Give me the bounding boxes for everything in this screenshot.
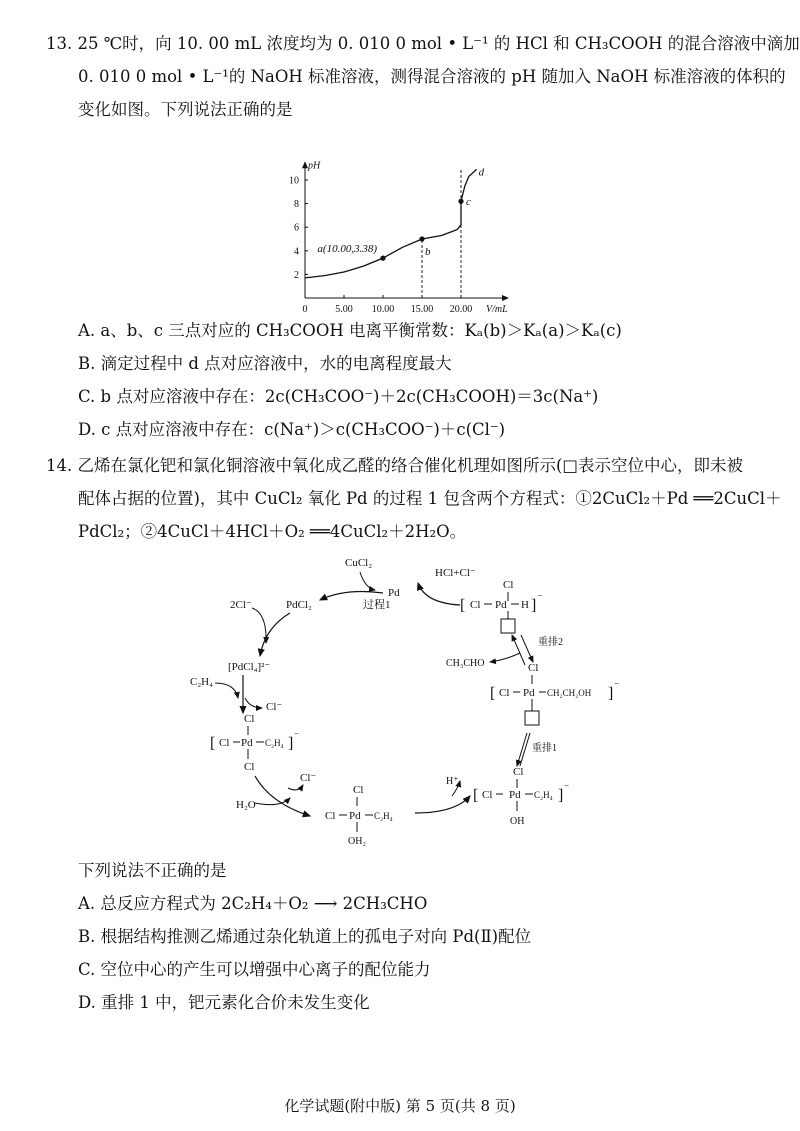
- q13-option-c: C. b 点对应溶液中存在：2c(CH₃COO⁻)＋2c(CH₃COOH)＝3c(Na⁺): [78, 387, 599, 406]
- rearr1-label: 重排1: [532, 743, 557, 754]
- cl-minus-released-2: Cl⁻: [300, 772, 317, 784]
- svg-text:]: ]: [558, 787, 564, 804]
- complex3-charge: ⁻: [564, 783, 570, 794]
- svg-text:]: ]: [531, 597, 537, 614]
- y-tick-label: 8: [294, 199, 299, 211]
- point-label-c: c: [466, 196, 471, 209]
- x-axis-label: V/mL: [486, 304, 508, 315]
- rearr2-label: 重排2: [538, 637, 563, 648]
- point-label-d: d: [478, 166, 485, 179]
- q14-stem-line-1: 14. 乙烯在氯化钯和氯化铜溶液中氧化成乙醛的络合催化机理如图所示(□表示空位中心，即未被: [46, 456, 744, 475]
- complex2-pd: Pd: [349, 810, 361, 822]
- complex4-pd: Pd: [523, 687, 535, 699]
- vacancy-box-lower: [525, 711, 539, 725]
- q13-stem-line-3: 变化如图。下列说法正确的是: [78, 100, 293, 119]
- complex4-charge: ⁻: [614, 681, 620, 692]
- q13-option-d: D. c 点对应溶液中存在：c(Na⁺)＞c(CH₃COO⁻)＋c(Cl⁻): [78, 420, 506, 439]
- point-label-a: a(10.00,3.38): [317, 243, 377, 256]
- vacancy-box-upper: [501, 619, 515, 633]
- complex2-oh2: OH₂: [348, 836, 366, 847]
- x-tick-label: 5.00: [335, 304, 353, 315]
- y-tick-label: 2: [294, 269, 299, 281]
- complex2-cl-top: Cl: [353, 784, 364, 796]
- page-footer: 化学试题(附中版) 第 5 页(共 8 页): [284, 1097, 516, 1115]
- svg-text:[: [: [490, 685, 496, 702]
- complex2-cl-left: Cl: [325, 810, 336, 822]
- complex4-ch2ch2oh: CH₂CH₂OH: [547, 688, 592, 698]
- y-tick-label: 6: [294, 222, 299, 234]
- point-b: [419, 236, 424, 241]
- pdcl4-label: [PdCl₄]²⁻: [228, 661, 271, 673]
- q14-stem-line-2: 配体占据的位置)，其中 CuCl₂ 氧化 Pd 的过程 1 包含两个方程式：①2CuCl₂＋Pd ══2CuCl＋: [78, 489, 782, 508]
- q14-option-a: A. 总反应方程式为 2C₂H₄＋O₂ ⟶ 2CH₃CHO: [78, 894, 428, 913]
- complex3-oh: OH: [510, 816, 525, 827]
- process-1-label: 过程1: [363, 599, 391, 611]
- cl-minus-released-1: Cl⁻: [266, 701, 283, 713]
- x-tick-label: 0: [302, 304, 308, 315]
- ph-curve: [305, 169, 477, 278]
- complex5-cl-left: Cl: [470, 599, 481, 611]
- cucl2-label: CuCl₂: [345, 557, 373, 569]
- q14-option-c: C. 空位中心的产生可以增强中心离子的配位能力: [78, 960, 431, 979]
- complex1-cl-left: Cl: [219, 737, 230, 749]
- complex3-cl-top: Cl: [513, 766, 524, 778]
- complex1-cl-top: Cl: [244, 713, 255, 725]
- two-cl-label: 2Cl⁻: [230, 599, 252, 611]
- svg-text:[: [: [210, 735, 216, 752]
- point-a: [380, 256, 385, 261]
- q13-option-a: A. a、b、c 三点对应的 CH₃COOH 电离平衡常数：Kₐ(b)＞Kₐ(a)＞Kₐ(c): [78, 321, 622, 340]
- complex4-cl-top: Cl: [528, 662, 539, 674]
- complex5-pd: Pd: [495, 599, 507, 611]
- y-axis-label: pH: [308, 160, 321, 172]
- complex5-h: H: [521, 599, 529, 611]
- x-tick-label: 20.00: [449, 304, 473, 315]
- point-label-b: b: [425, 246, 431, 258]
- ph-titration-chart: [280, 138, 550, 318]
- svg-text:]: ]: [608, 685, 614, 702]
- complex3-c2h4: C₂H₄: [534, 790, 553, 800]
- c2h4-reagent-label: C₂H₄: [190, 676, 213, 688]
- catalytic-cycle-diagram: [170, 548, 630, 853]
- q14-prompt: 下列说法不正确的是: [78, 861, 227, 880]
- q13-option-b: B. 滴定过程中 d 点对应溶液中，水的电离程度最大: [78, 354, 452, 373]
- pd-label: Pd: [388, 587, 400, 599]
- complex1-c2h4: C₂H₄: [265, 738, 284, 748]
- h-plus-label: H⁺: [446, 776, 459, 787]
- hcl-cl-label: HCl+Cl⁻: [435, 567, 476, 579]
- point-c: [458, 199, 463, 204]
- complex3-pd: Pd: [509, 789, 521, 801]
- q13-stem-line-1: 13. 25 ℃时，向 10. 00 mL 浓度均为 0. 010 0 mol • L⁻¹ 的 HCl 和 CH₃COOH 的混合溶液中滴加: [46, 34, 800, 53]
- pdcl2-label: PdCl₂: [286, 599, 312, 611]
- h2o-reagent-label: H₂O: [236, 799, 256, 811]
- q14-stem-line-3: PdCl₂；②4CuCl＋4HCl＋O₂ ══4CuCl₂＋2H₂O。: [78, 522, 467, 541]
- complex5-charge: ⁻: [537, 593, 543, 604]
- svg-text:[: [: [460, 597, 466, 614]
- complex1-charge: ⁻: [294, 731, 300, 742]
- y-tick-label: 10: [289, 175, 299, 187]
- q14-option-d: D. 重排 1 中，钯元素化合价未发生变化: [78, 993, 370, 1012]
- complex4-cl-left: Cl: [499, 687, 510, 699]
- ch3cho-label: CH₃CHO: [446, 658, 485, 669]
- x-tick-label: 15.00: [410, 304, 434, 315]
- complex1-cl-bottom: Cl: [244, 761, 255, 773]
- complex2-c2h4: C₂H₄: [374, 811, 393, 821]
- complex1-pd: Pd: [241, 737, 253, 749]
- y-tick-label: 4: [294, 246, 299, 258]
- complex3-cl-left: Cl: [482, 789, 493, 801]
- q13-stem-line-2: 0. 010 0 mol • L⁻¹的 NaOH 标准溶液，测得混合溶液的 pH 随加入 NaOH 标准溶液的体积的: [78, 67, 786, 86]
- complex5-cl-top: Cl: [503, 579, 514, 591]
- q14-option-b: B. 根据结构推测乙烯通过杂化轨道上的孤电子对向 Pd(Ⅱ)配位: [78, 927, 532, 946]
- svg-text:[: [: [473, 787, 479, 804]
- x-tick-label: 10.00: [371, 304, 395, 315]
- svg-text:]: ]: [288, 735, 294, 752]
